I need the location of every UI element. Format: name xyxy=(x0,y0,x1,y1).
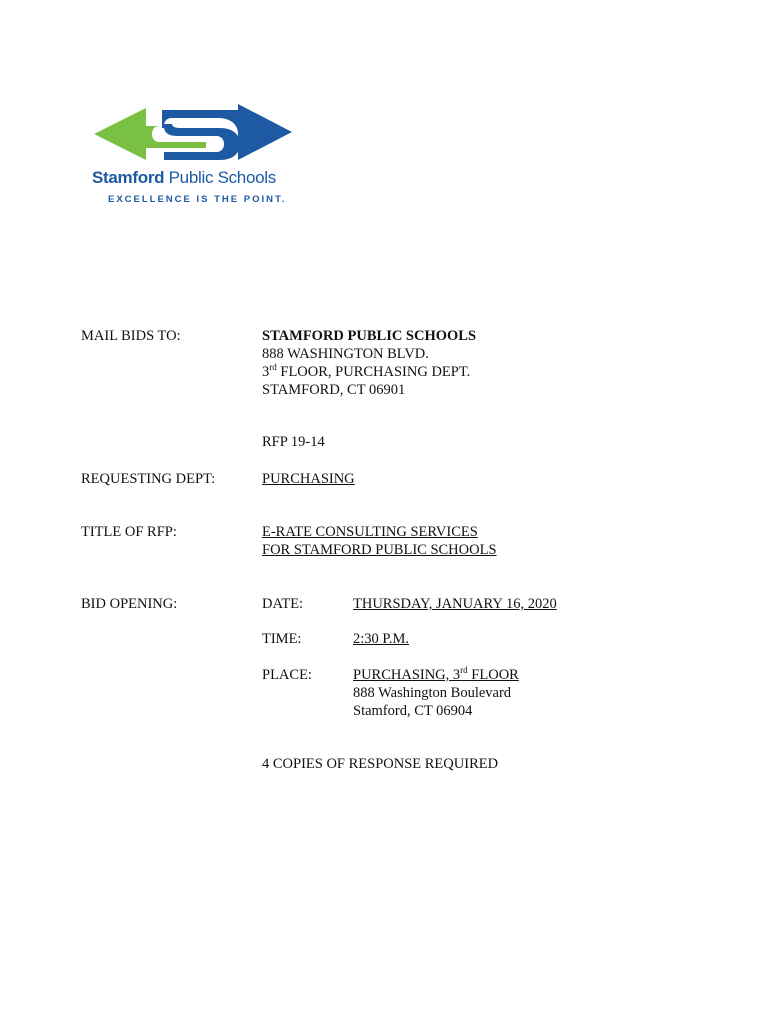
floor-number: 3 xyxy=(262,364,270,380)
mail-bids-city: STAMFORD, CT 06901 xyxy=(262,382,406,398)
bid-place-line3: Stamford, CT 06904 xyxy=(353,703,473,719)
bid-place-line1 xyxy=(353,666,519,684)
stamford-logo xyxy=(88,104,300,208)
mail-bids-label: MAIL BIDS TO: xyxy=(81,328,181,344)
bid-date-value: THURSDAY, JANUARY 16, 2020 xyxy=(353,596,557,612)
place-suffix: rd xyxy=(460,665,468,676)
mail-bids-street: 888 WASHINGTON BLVD. xyxy=(262,346,429,362)
requesting-dept-value: PURCHASING xyxy=(262,471,355,487)
title-of-rfp-line1: E-RATE CONSULTING SERVICES xyxy=(262,524,478,540)
requesting-dept-label: REQUESTING DEPT: xyxy=(81,471,216,487)
floor-suffix: rd xyxy=(269,362,277,373)
place-post: FLOOR xyxy=(467,667,519,683)
copies-required: 4 COPIES OF RESPONSE REQUIRED xyxy=(262,756,499,772)
bid-place-line2: 888 Washington Boulevard xyxy=(353,685,512,701)
bid-time-value: 2:30 P.M. xyxy=(353,631,410,647)
floor-rest: FLOOR, PURCHASING DEPT. xyxy=(276,364,471,380)
rfp-number: RFP 19-14 xyxy=(262,434,325,450)
title-of-rfp-line2: FOR STAMFORD PUBLIC SCHOOLS xyxy=(262,542,497,558)
bid-place-label: PLACE: xyxy=(262,667,312,683)
bid-opening-label: BID OPENING: xyxy=(81,596,178,612)
logo-s-mark-icon xyxy=(88,104,300,166)
logo-tagline: EXCELLENCE IS THE POINT. xyxy=(108,194,287,205)
mail-bids-org: STAMFORD PUBLIC SCHOOLS xyxy=(262,328,477,344)
mail-bids-floor xyxy=(262,363,470,381)
bid-date-label: DATE: xyxy=(262,596,304,612)
place-pre: PURCHASING, 3 xyxy=(353,667,461,683)
bid-time-label: TIME: xyxy=(262,631,302,647)
logo-name-bold: Stamford xyxy=(92,168,165,187)
title-of-rfp-label: TITLE OF RFP: xyxy=(81,524,177,540)
logo-name-rest: Public Schools xyxy=(164,168,276,187)
logo-school-name xyxy=(92,168,276,188)
